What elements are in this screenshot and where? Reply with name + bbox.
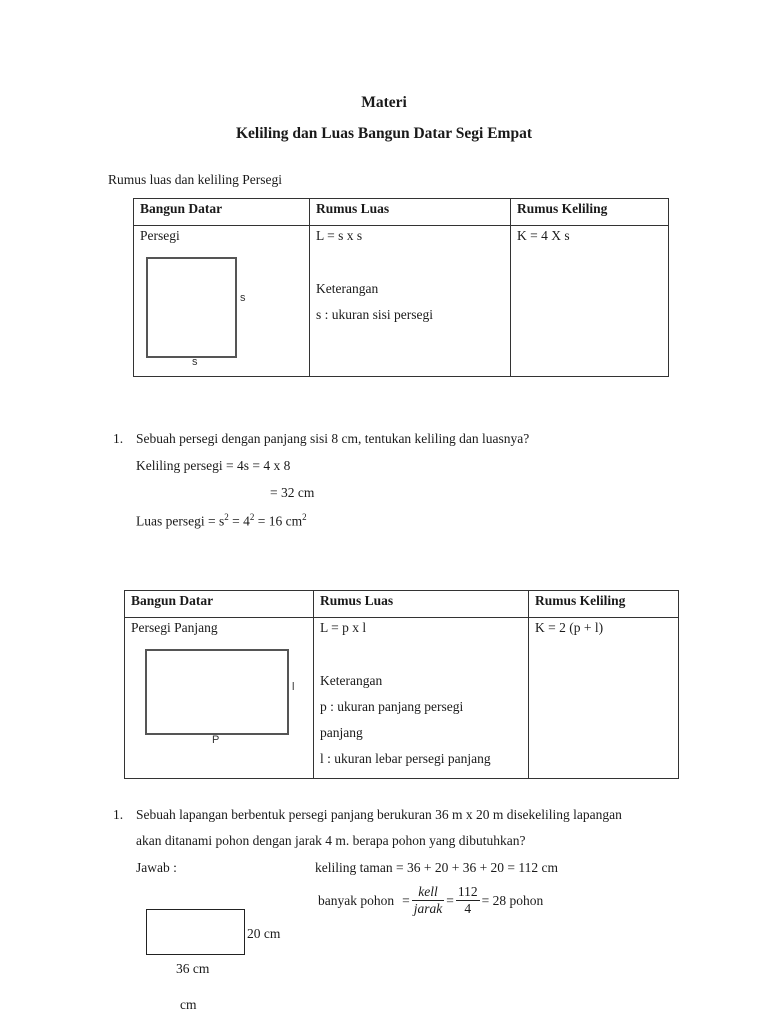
problem2-number: 1. [113, 807, 124, 822]
cell-keliling [529, 618, 679, 779]
keterangan-line: l : ukuran lebar persegi panjang [320, 751, 491, 766]
table-row [134, 226, 669, 377]
header-rumus-luas: Rumus Luas [314, 591, 529, 618]
fraction-112-4 [456, 884, 480, 917]
table-persegi-panjang [124, 590, 679, 779]
cell-shape [134, 226, 310, 377]
problem1-keliling-line2: = 32 cm [270, 485, 315, 500]
square-figure [146, 257, 237, 358]
page-title: Materi [361, 94, 407, 111]
banyak-label: banyak pohon [318, 892, 395, 908]
jawab-label: Jawab : [136, 860, 177, 875]
field-side-label: 20 cm [247, 926, 281, 941]
luas-mid: = 4 [228, 513, 250, 529]
square-side-label: s [240, 292, 246, 304]
keterangan-label: Keterangan [320, 673, 383, 688]
fraction-denominator: jarak [413, 901, 443, 916]
header-rumus-keliling: Rumus Keliling [511, 199, 669, 226]
result-text: = 28 pohon [481, 892, 544, 908]
rectangle-bottom-label: P [212, 734, 220, 746]
keliling-formula: K = 4 X s [517, 228, 570, 243]
problem1-question: Sebuah persegi dengan panjang sisi 8 cm, tentukan keliling dan luasnya? [136, 431, 530, 446]
shape-name: Persegi [140, 228, 180, 243]
fraction-numerator: 112 [457, 884, 478, 899]
eq-sign: = [402, 892, 410, 908]
problem1-number: 1. [113, 431, 124, 446]
keliling-formula: K = 2 (p + l) [535, 620, 604, 635]
table-row [125, 618, 679, 779]
fraction-kell-jarak [412, 884, 445, 917]
rectangle-figure [145, 649, 289, 735]
eq-sign: = [446, 892, 454, 908]
luas-prefix: Luas persegi = s [136, 513, 225, 529]
table-header-row [125, 591, 679, 618]
banyak-pohon-line [318, 884, 543, 917]
header-bangun-datar: Bangun Datar [125, 591, 314, 618]
shape-name: Persegi Panjang [131, 620, 218, 635]
field-bottom-label: 36 cm [176, 961, 210, 976]
luas-formula: L = p x l [320, 620, 367, 635]
field-extra-label: cm [180, 997, 197, 1012]
keliling-taman-line: keliling taman = 36 + 20 + 36 + 20 = 112 cm [315, 860, 559, 875]
luas-formula: L = s x s [316, 228, 363, 243]
cell-luas [314, 618, 529, 779]
fraction-numerator: kell [412, 884, 445, 901]
problem2-question-line2: akan ditanami pohon dengan jarak 4 m. berapa pohon yang dibutuhkan? [136, 833, 526, 848]
square-bottom-label: s [192, 356, 198, 368]
cell-luas [310, 226, 511, 377]
header-bangun-datar: Bangun Datar [134, 199, 310, 226]
problem1-keliling-line1: Keliling persegi = 4s = 4 x 8 [136, 458, 291, 473]
header-rumus-keliling: Rumus Keliling [529, 591, 679, 618]
header-rumus-luas: Rumus Luas [310, 199, 511, 226]
cell-keliling [511, 226, 669, 377]
intro-text: Rumus luas dan keliling Persegi [108, 172, 282, 187]
keterangan-line: panjang [320, 725, 363, 740]
luas-exp3: 2 [302, 512, 307, 522]
luas-exp1: 2 [224, 512, 229, 522]
table-header-row [134, 199, 669, 226]
rectangle-side-label: l [292, 681, 295, 693]
luas-exp2: 2 [249, 512, 255, 522]
luas-result: = 16 cm [254, 513, 303, 529]
field-rectangle-figure [146, 909, 245, 955]
page-subtitle: Keliling dan Luas Bangun Datar Segi Empat [235, 125, 532, 142]
problem2-question-line1: Sebuah lapangan berbentuk persegi panjang berukuran 36 m x 20 m disekeliling lapangan [136, 807, 622, 822]
table-persegi [133, 198, 669, 377]
problem1-luas-line [136, 512, 307, 530]
cell-shape [125, 618, 314, 779]
keterangan-line: p : ukuran panjang persegi [320, 699, 464, 714]
keterangan-line: s : ukuran sisi persegi [316, 307, 433, 322]
fraction-denominator: 4 [464, 901, 472, 916]
keterangan-label: Keterangan [316, 281, 379, 296]
